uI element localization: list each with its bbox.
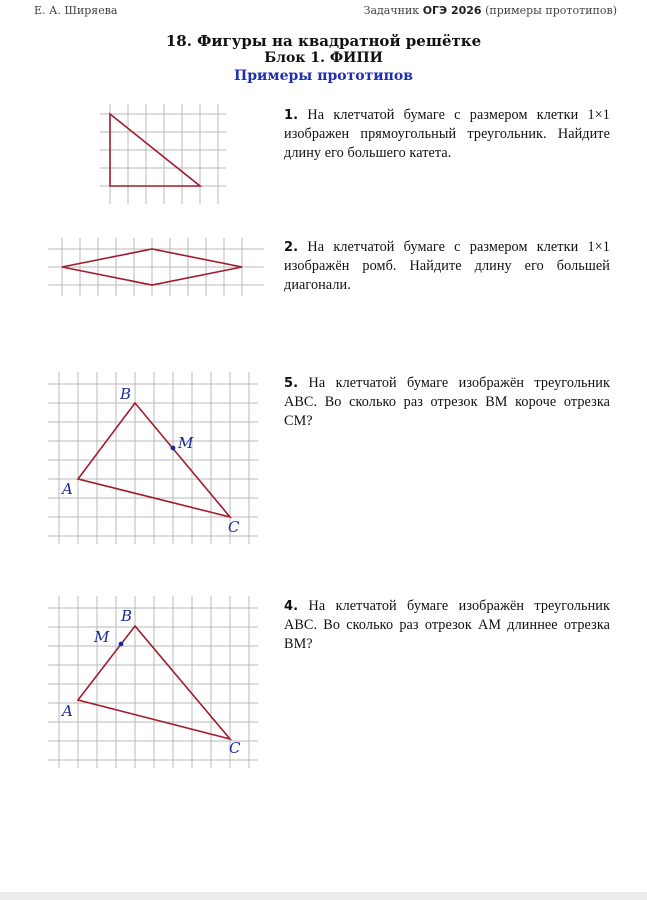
label-m: M — [178, 434, 194, 452]
page-title: 18. Фигуры на квадратной решётке — [165, 32, 482, 50]
page-bottom-divider — [0, 892, 647, 900]
figure-rhombus — [48, 238, 264, 296]
problem-number: 4. — [284, 599, 299, 614]
problem-number: 2. — [284, 240, 299, 255]
figure-triangle-am-bm — [48, 596, 258, 768]
problem-4 — [284, 597, 610, 654]
figure-right-triangle — [100, 104, 226, 204]
label-b: B — [121, 607, 133, 625]
book-prefix: Задачник — [363, 4, 420, 17]
block-title: Блок 1. ФИПИ — [264, 50, 383, 66]
section-title: Примеры прототипов — [234, 68, 413, 84]
book-suffix: (примеры прототипов) — [485, 4, 617, 17]
problem-number: 5. — [284, 376, 299, 391]
problem-text: На клетчатой бумаге изображён треугольник ABC. Во сколько раз отрезок BM короче отрезка CM? — [284, 375, 610, 429]
label-b: B — [120, 385, 132, 403]
problem-text: На клетчатой бумаге с размером клетки 1×1 изображён ромб. Найдите длину его большей диагонали. — [284, 239, 610, 293]
problem-1 — [284, 106, 610, 163]
label-a: A — [62, 480, 73, 498]
problem-text: На клетчатой бумаге изображён треугольник ABC. Во сколько раз отрезок AM длиннее отрезка BM? — [284, 598, 610, 652]
point-m — [119, 642, 124, 647]
book-title — [364, 4, 617, 17]
problem-number: 1. — [284, 108, 299, 123]
book-exam: ОГЭ 2026 — [422, 4, 482, 17]
label-a: A — [62, 702, 73, 720]
figure-triangle-bm-cm — [48, 372, 258, 544]
label-m: M — [94, 628, 110, 646]
label-c: C — [228, 518, 240, 536]
point-m — [171, 446, 176, 451]
author-name: Е. А. Ширяева — [34, 4, 118, 17]
label-c: C — [229, 739, 241, 757]
problem-2 — [284, 238, 610, 295]
problem-text: На клетчатой бумаге с размером клетки 1×1 изображен прямоугольный треугольник. Найдите длину его большего катета. — [284, 107, 610, 161]
problem-5 — [284, 374, 610, 431]
